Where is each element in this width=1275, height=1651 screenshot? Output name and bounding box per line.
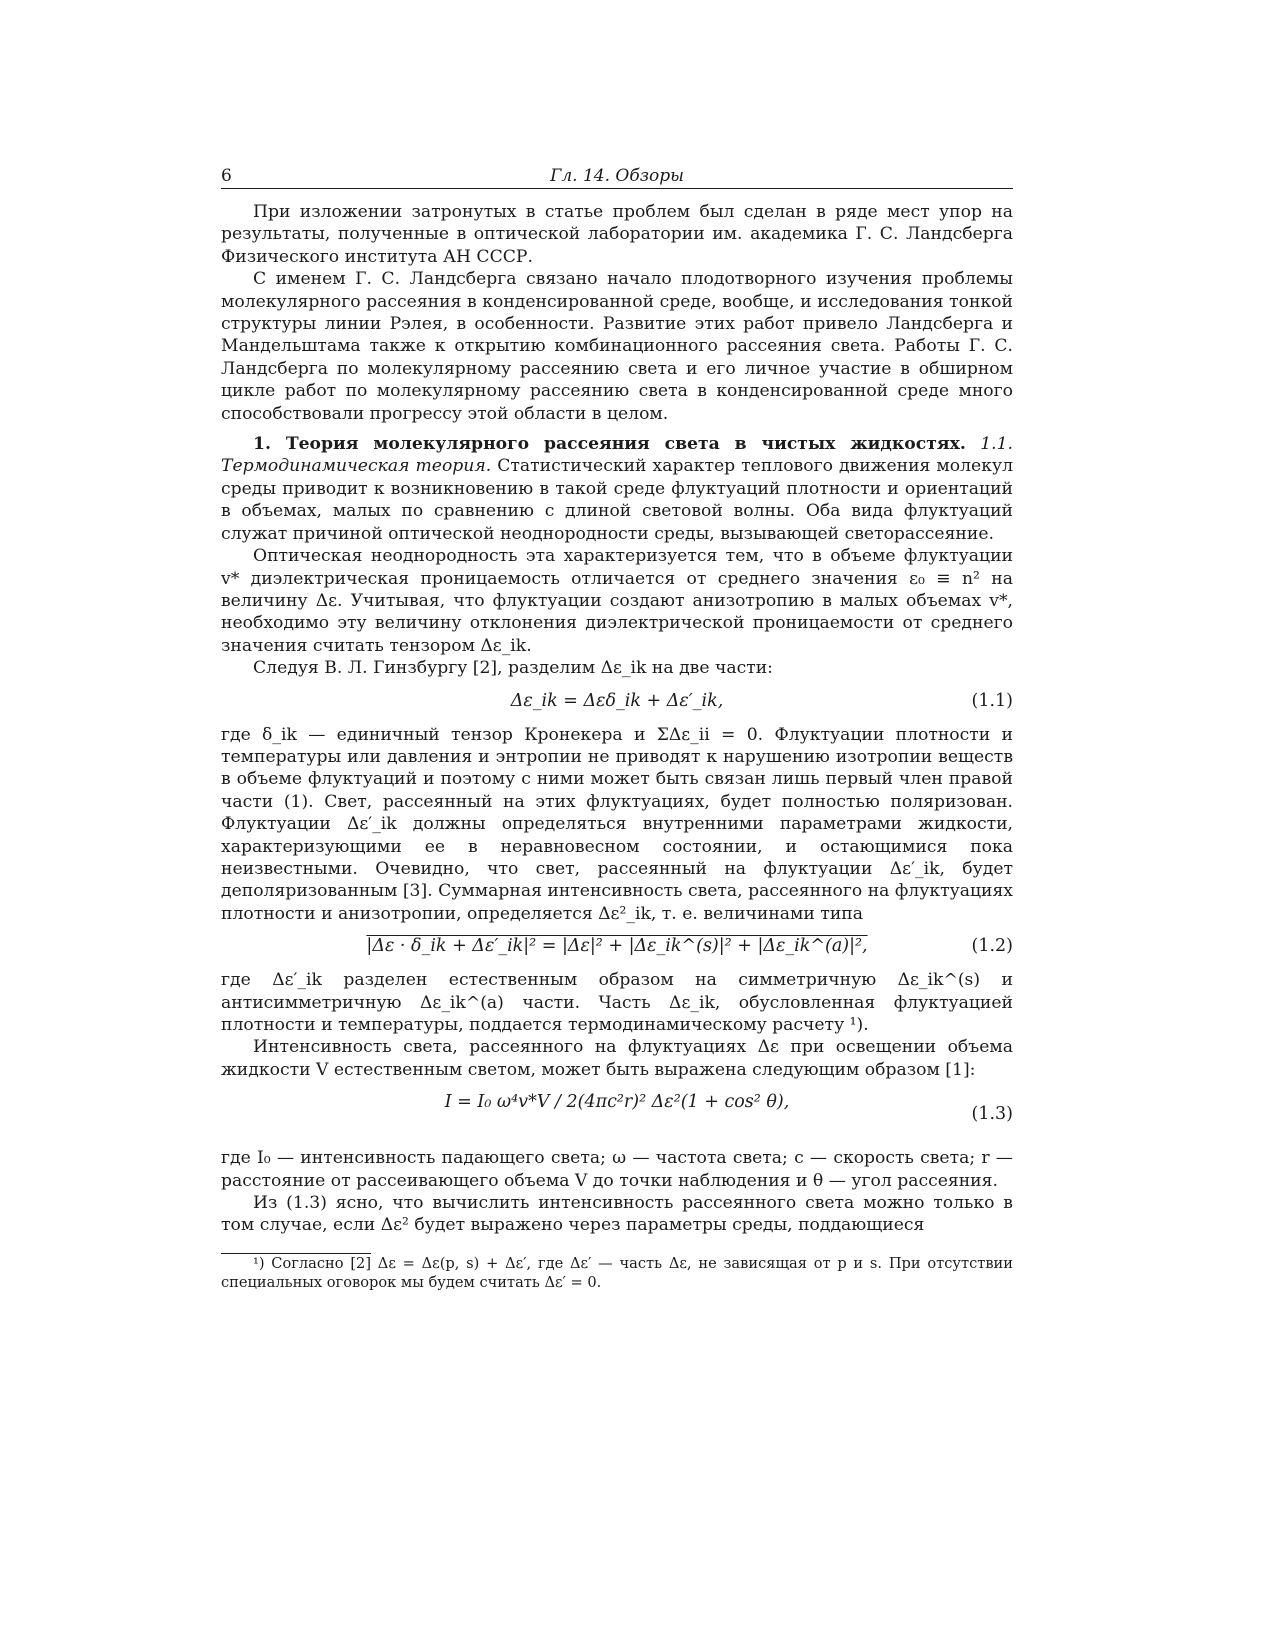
subsection-title: 1.1. Термодинамическая теория. xyxy=(221,434,1013,477)
equation-1-3 xyxy=(221,1091,1013,1137)
page-number: 6 xyxy=(221,166,232,186)
paragraph-2: С именем Г. С. Ландсберга связано начало плодотворного изучения проблемы молекулярного рассеяния в конденсированной среде, вообще, и исследования тонкой структуры линии Рэлея, в особенности. Развитие этих работ привело Ландсберга и Мандельштама также к открытию комбинационного рассеяния света. Работы Г. С. Ландсберга по молекулярному рассеянию света и его личное участие в обширном цикле работ по молекулярному рассеянию света в конденсированной среде много способствовали прогрессу этой области в целом. xyxy=(221,269,1013,424)
running-header xyxy=(221,166,1013,189)
section-paragraph xyxy=(221,433,1013,545)
paragraph-4: Оптическая неоднородность эта характеризуется тем, что в объеме флуктуации v* диэлектрическая проницаемость отличается от среднего значения ε₀ ≡ n² на величину Δε. Учитывая, что флуктуации создают анизотропию в малых объемах v*, необходимо эту величину отклонения диэлектрической проницаемости от среднего значения считать тензором Δε_ik. xyxy=(221,546,1013,656)
book-page xyxy=(221,166,1013,1292)
paragraph-7: где Δε′_ik разделен естественным образом на симметричную Δε_ik^(s) и антисимметричную Δε_ik^(a) части. Часть Δε_ik, обусловленная флуктуацией плотности и температуры, поддается термодинамическому расчету ¹). xyxy=(221,970,1013,1035)
running-title: Гл. 14. Обзоры xyxy=(550,166,684,186)
section-title: 1. Теория молекулярного рассеяния света в чистых жидкостях. xyxy=(253,434,966,455)
equation-1-1-body: Δε_ik = Δεδ_ik + Δε′_ik, xyxy=(510,690,724,711)
equation-1-3-number: (1.3) xyxy=(971,1104,1013,1125)
equation-1-3-body: I = I₀ ω⁴v*V / 2(4πc²r)² Δε²(1 + cos² θ), xyxy=(444,1092,790,1113)
paragraph-3: Статистический характер теплового движения молекул среды приводит к возникновению в такой среде флуктуаций плотности и ориентаций в объемах, малых по сравнению с длиной световой волны. Оба вида флуктуаций служат причиной оптической неоднородности среды, вызывающей светорассеяние. xyxy=(221,456,1013,544)
paragraph-5: Следуя В. Л. Гинзбургу [2], разделим Δε_ik на две части: xyxy=(253,658,773,679)
equation-1-2-body: |Δε · δ_ik + Δε′_ik|² = |Δε|² + |Δε_ik^(s)|² + |Δε_ik^(a)|², xyxy=(366,936,868,957)
equation-1-2 xyxy=(221,935,1013,959)
body-text xyxy=(221,201,1013,1292)
paragraph-10: Из (1.3) ясно, что вычислить интенсивность рассеянного света можно только в том случае, если Δε² будет выражено через параметры среды, поддающиеся xyxy=(221,1193,1013,1236)
footnote: ¹) Согласно [2] Δε = Δε(p, s) + Δε′, где Δε′ — часть Δε, не зависящая от p и s. При отсутствии специальных оговорок мы будем считать Δε′ = 0. xyxy=(221,1254,1013,1291)
paragraph-6: где δ_ik — единичный тензор Кронекера и ΣΔε_ii = 0. Флуктуации плотности и температуры или давления и энтропии не приводят к нарушению изотропии веществ в объеме флуктуаций и поэтому с ними может быть связан лишь первый член правой части (1). Свет, рассеянный на этих флуктуациях, будет полностью поляризован. Флуктуации Δε′_ik должны определяться внутренними параметрами жидкости, характеризующими ее в неравновесном состоянии, и остающимися пока неизвестными. Очевидно, что свет, рассеянный на флуктуации Δε′_ik, будет деполяризованным [3]. Суммарная интенсивность света, рассеянного на флуктуациях плотности и анизотропии, определяется Δε²_ik, т. е. величинами типа xyxy=(221,724,1013,924)
paragraph-8: Интенсивность света, рассеянного на флуктуациях Δε при освещении объема жидкости V естественным светом, может быть выражена следующим образом [1]: xyxy=(221,1037,1013,1080)
paragraph-1: При изложении затронутых в статье проблем был сделан в ряде мест упор на результаты, полученные в оптической лаборатории им. академика Г. С. Ландсберга Физического института АН СССР. xyxy=(221,202,1013,267)
equation-1-1-number: (1.1) xyxy=(971,690,1013,711)
equation-1-2-number: (1.2) xyxy=(971,936,1013,957)
equation-1-1 xyxy=(221,690,1013,714)
paragraph-9: где I₀ — интенсивность падающего света; ω — частота света; c — скорость света; r — расстояние от рассеивающего объема V до точки наблюдения и θ — угол рассеяния. xyxy=(221,1148,1013,1191)
